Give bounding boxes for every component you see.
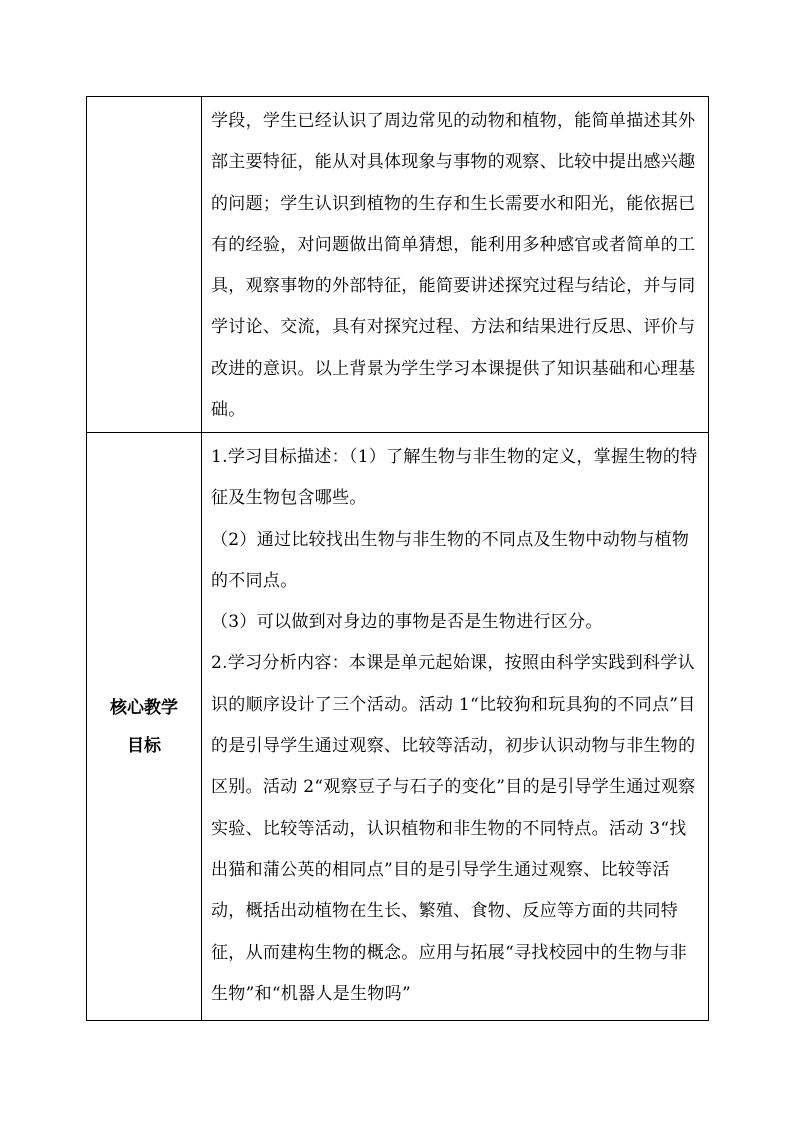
row-label-cell-empty [87,97,202,433]
objective-paragraph-3: （3）可以做到对身边的事物是否是生物进行区分。 [211,612,603,633]
table-row-core-objectives [87,433,709,1021]
table-row-student-background [87,97,709,433]
row-content-cell [202,433,709,1021]
row-label-line1: 核心教学 [110,697,178,718]
analysis-paragraph: 2.学习分析内容：本课是单元起始课，按照由科学实践到科学认识的顺序设计了三个活动。活动 1“比较狗和玩具狗的不同点”目的是引导学生通过观察、比较等活动，初步认识动物与非生物的区别。活动 2“观察豆子与石子的变化”目的是引导学生通过观察实验、比较等活动，认识植物和非生物的不同特点。活动 3“找出猫和蒲公英的相同点”目的是引导学生通过观察、比较等活动，概括出动植物在生长、繁殖、食物、反应等方面的共同特征，从而建构生物的概念。应用与拓展“寻找校园中的生物与非生物”和“机器人是生物吗” [211,653,696,1004]
student-background-paragraph: 学段，学生已经认识了周边常见的动物和植物，能简单描述其外部主要特征，能从对具体现象与事物的观察、比较中提出感兴趣的问题；学生认识到植物的生存和生长需要水和阳光，能依据已有的经验，对问题做出简单猜想，能利用多种感官或者简单的工具，观察事物的外部特征，能简要讲述探究过程与结论，并与同学讨论、交流，具有对探究过程、方法和结果进行反思、评价与改进的意识。以上背景为学生学习本课提供了知识基础和心理基础。 [211,111,696,421]
row-label-line2: 目标 [127,735,161,756]
objective-paragraph-2: （2）通过比较找出生物与非生物的不同点及生物中动物与植物的不同点。 [211,529,690,591]
row-label-cell-core-objectives [87,433,202,1021]
row-content-cell [202,97,709,433]
objective-paragraph-1: 1.学习目标描述：（1）了解生物与非生物的定义，掌握生物的特征及生物包含哪些。 [211,447,698,509]
lesson-plan-table [86,96,709,1021]
